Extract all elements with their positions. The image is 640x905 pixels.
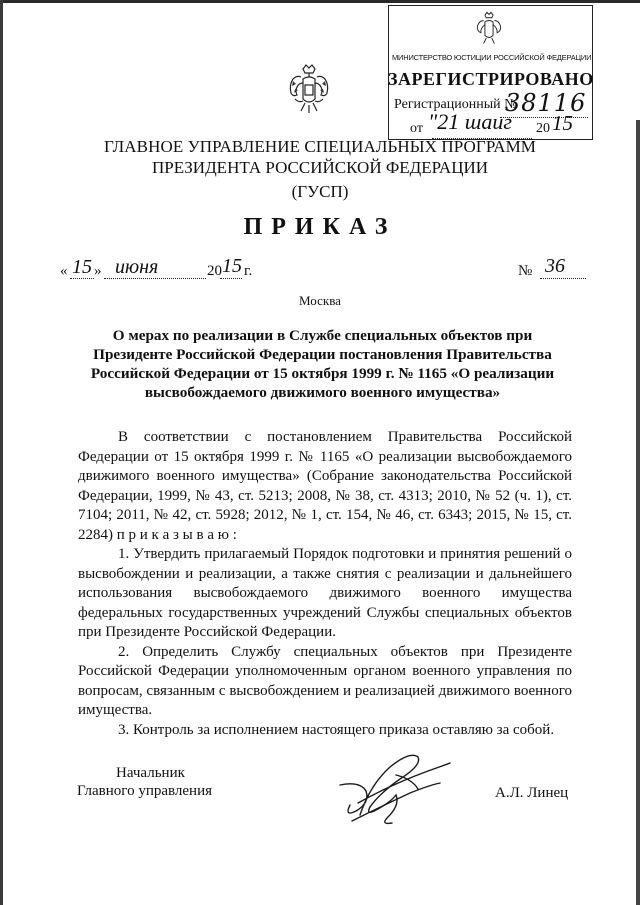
document-type-title: ПРИКАЗ (243, 214, 397, 240)
date-quote-open: « (60, 263, 68, 279)
body-item-3: 3. Контроль за исполнением настоящего приказа оставляю за собой. (118, 721, 555, 738)
month-underline (104, 278, 206, 279)
number-value: 36 (545, 255, 565, 277)
body-item-2: 2. Определить Службу специальных объектов при Президенте Российской Федерации уполномоченным органом военного управления по вопросам, связанным с высвобождением и реализацией движимого военного имущества. (78, 643, 572, 718)
stamp-date-handwritten: "21 шаиг (428, 109, 512, 134)
date-month: июня (115, 256, 159, 278)
stamp-number-underline (500, 117, 588, 118)
stamp-emblem-icon (474, 11, 504, 49)
day-underline (70, 278, 94, 279)
order-date (60, 255, 260, 282)
handwritten-signature (300, 745, 470, 830)
body-item-1: 1. Утвердить прилагаемый Порядок подготовки и принятия решений о высвобождении и реализации, а также снятия с реализации и дальнейшего использования высвобождаемого движимого военного имущества федеральных государственных учреждений Службы специальных объектов при Президенте Российской Федерации. (78, 546, 572, 640)
date-quote-close: » (94, 263, 102, 279)
date-year-unit: г. (244, 263, 253, 279)
signatory-name: А.Л. Линец (495, 785, 569, 801)
order-subject: О мерах по реализации в Службе специальных объектов при Президенте Российской Федерации постановления Правительства Российской Федерации от 15 октября 1999 г. № 1165 «О реализации высвобождаемого движимого военного имущества» (90, 327, 555, 401)
stamp-reg-number: 38116 (505, 89, 587, 117)
number-label: № (518, 263, 533, 279)
stamp-registered-label: ЗАРЕГИСТРИРОВАНО (388, 69, 594, 89)
year-underline (220, 278, 242, 279)
coat-of-arms-icon (287, 63, 331, 119)
org-abbreviation: (ГУСП) (291, 182, 349, 201)
stamp-year-handwritten: 15 (552, 111, 573, 135)
scan-edge-top (0, 0, 640, 3)
number-underline (540, 278, 586, 279)
stamp-date-prefix: от (410, 121, 423, 136)
body-preamble: В соответствии с постановлением Правительства Российской Федерации от 15 октября 1999 г. № 1165 «О реализации высвобождаемого движимого военного имущества» (Собрание законодательства Российской Федерации, 1999, № 43, ст. 5213; 2008, № 38, ст. 4313; 2010, № 52 (ч. 1), ст. 7104; 2011, № 42, ст. 5928; 2012, № 1, ст. 154, № 46, ст. 6343; 2015, № 15, ст. 2284) п р и к а з ы в а ю : (78, 429, 572, 543)
date-day: 15 (72, 256, 92, 278)
signatory-title-line1: Начальник (116, 765, 185, 781)
registration-stamp (388, 5, 593, 140)
stamp-ministry-name: МИНИСТЕРСТВО ЮСТИЦИИ РОССИЙСКОЙ ФЕДЕРАЦИИ (392, 53, 592, 62)
org-name-line2: ПРЕЗИДЕНТА РОССИЙСКОЙ ФЕДЕРАЦИИ (151, 158, 489, 177)
date-year-prefix: 20 (207, 263, 222, 279)
signatory-title-line2: Главного управления (77, 783, 212, 799)
org-name-line1: ГЛАВНОЕ УПРАВЛЕНИЕ СПЕЦИАЛЬНЫХ ПРОГРАММ (103, 137, 537, 156)
stamp-year-prefix: 20 (536, 121, 550, 136)
city: Москва (299, 293, 341, 308)
scan-edge-left (0, 0, 3, 905)
date-year-suffix: 15 (222, 255, 242, 277)
order-number (518, 255, 588, 282)
stamp-reg-number-label: Регистрационный № (394, 97, 518, 112)
order-body (78, 428, 572, 740)
